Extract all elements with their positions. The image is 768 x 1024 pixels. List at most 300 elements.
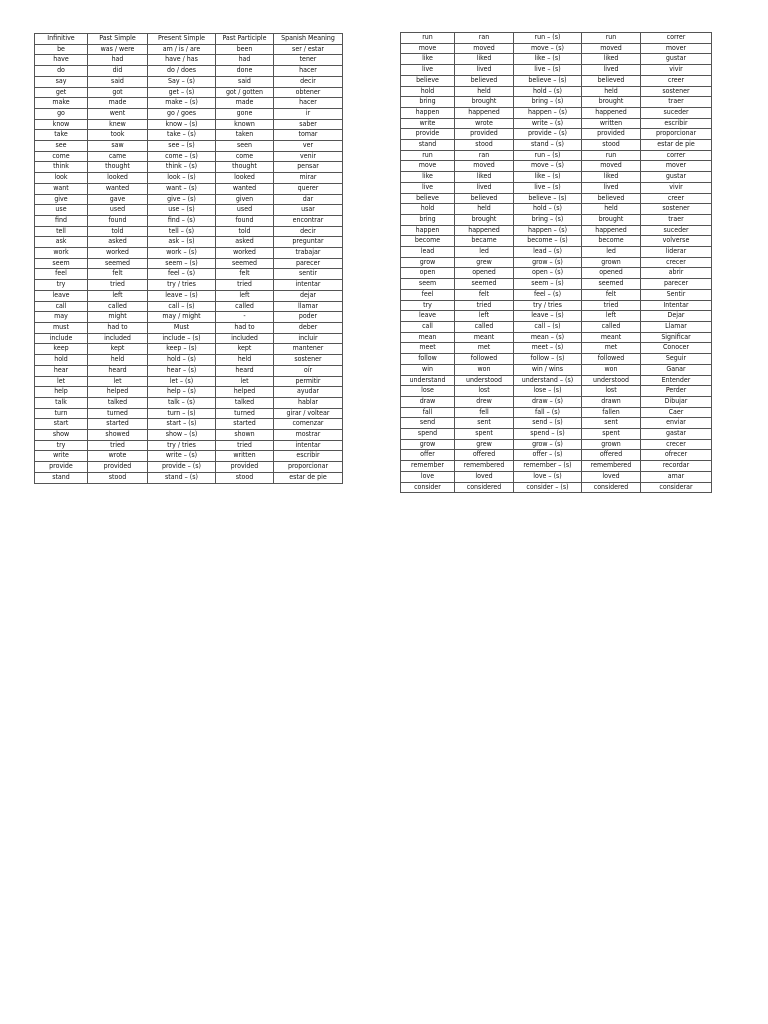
present-simple-cell: know – (s) bbox=[148, 119, 216, 130]
past-participle-cell: shown bbox=[216, 430, 274, 441]
present-simple-cell: live – (s) bbox=[514, 182, 582, 193]
spanish-meaning-cell: crecer bbox=[641, 439, 712, 450]
past-participle-cell: won bbox=[582, 364, 641, 375]
infinitive-cell: live bbox=[401, 182, 455, 193]
past-participle-cell: called bbox=[216, 301, 274, 312]
past-simple-cell: remembered bbox=[455, 461, 514, 472]
present-simple-cell: hold – (s) bbox=[514, 204, 582, 215]
spanish-meaning-cell: gastar bbox=[641, 429, 712, 440]
past-simple-cell: gave bbox=[88, 194, 148, 205]
infinitive-cell: write bbox=[35, 451, 88, 462]
past-simple-cell: wrote bbox=[88, 451, 148, 462]
spanish-meaning-cell: parecer bbox=[641, 279, 712, 290]
table-row bbox=[35, 237, 343, 248]
present-simple-cell: Must bbox=[148, 322, 216, 333]
past-simple-cell: provided bbox=[88, 462, 148, 473]
table-row bbox=[401, 439, 712, 450]
table-row bbox=[401, 129, 712, 140]
infinitive-cell: start bbox=[35, 419, 88, 430]
present-simple-cell: hold – (s) bbox=[148, 355, 216, 366]
present-simple-cell: write – (s) bbox=[148, 451, 216, 462]
spanish-meaning-cell: ver bbox=[274, 141, 343, 152]
table-row bbox=[401, 332, 712, 343]
spanish-meaning-cell: ser / estar bbox=[274, 44, 343, 55]
present-simple-cell: find – (s) bbox=[148, 215, 216, 226]
present-simple-cell: feel – (s) bbox=[148, 269, 216, 280]
table-row bbox=[35, 119, 343, 130]
present-simple-cell: draw – (s) bbox=[514, 396, 582, 407]
past-participle-cell: run bbox=[582, 150, 641, 161]
spanish-meaning-cell: incluir bbox=[274, 333, 343, 344]
infinitive-cell: write bbox=[401, 118, 455, 129]
past-participle-cell: felt bbox=[582, 289, 641, 300]
infinitive-cell: win bbox=[401, 364, 455, 375]
infinitive-cell: try bbox=[401, 300, 455, 311]
present-simple-cell: try / tries bbox=[514, 300, 582, 311]
past-simple-cell: ran bbox=[455, 33, 514, 44]
spanish-meaning-cell: encontrar bbox=[274, 215, 343, 226]
past-participle-cell: tried bbox=[216, 440, 274, 451]
present-simple-cell: bring – (s) bbox=[514, 97, 582, 108]
past-participle-cell: moved bbox=[582, 43, 641, 54]
present-simple-cell: send – (s) bbox=[514, 418, 582, 429]
infinitive-cell: find bbox=[35, 215, 88, 226]
table-row bbox=[401, 118, 712, 129]
past-participle-cell: made bbox=[216, 98, 274, 109]
present-simple-cell: run – (s) bbox=[514, 33, 582, 44]
past-participle-cell: told bbox=[216, 226, 274, 237]
table-row bbox=[35, 344, 343, 355]
past-participle-cell: lost bbox=[582, 386, 641, 397]
past-simple-cell: believed bbox=[455, 75, 514, 86]
infinitive-cell: hold bbox=[401, 86, 455, 97]
table-row bbox=[401, 279, 712, 290]
table-row bbox=[401, 407, 712, 418]
past-participle-cell: run bbox=[582, 33, 641, 44]
spanish-meaning-cell: intentar bbox=[274, 440, 343, 451]
present-simple-cell: lose – (s) bbox=[514, 386, 582, 397]
present-simple-cell: seem – (s) bbox=[514, 279, 582, 290]
present-simple-cell: happen – (s) bbox=[514, 107, 582, 118]
present-simple-cell: open – (s) bbox=[514, 268, 582, 279]
infinitive-cell: leave bbox=[401, 311, 455, 322]
past-participle-cell: fallen bbox=[582, 407, 641, 418]
past-simple-cell: tried bbox=[455, 300, 514, 311]
present-simple-cell: ask – (s) bbox=[148, 237, 216, 248]
present-simple-cell: look – (s) bbox=[148, 173, 216, 184]
spanish-meaning-cell: gustar bbox=[641, 172, 712, 183]
past-participle-cell: given bbox=[216, 194, 274, 205]
past-participle-cell: included bbox=[216, 333, 274, 344]
infinitive-cell: let bbox=[35, 376, 88, 387]
past-simple-cell: grew bbox=[455, 257, 514, 268]
present-simple-cell: tell – (s) bbox=[148, 226, 216, 237]
spanish-meaning-cell: considerar bbox=[641, 482, 712, 493]
infinitive-cell: do bbox=[35, 66, 88, 77]
infinitive-cell: think bbox=[35, 162, 88, 173]
table-row bbox=[35, 451, 343, 462]
infinitive-cell: tell bbox=[35, 226, 88, 237]
past-simple-cell: tried bbox=[88, 440, 148, 451]
past-simple-cell: brought bbox=[455, 97, 514, 108]
table-row bbox=[401, 364, 712, 375]
infinitive-cell: send bbox=[401, 418, 455, 429]
past-simple-cell: knew bbox=[88, 119, 148, 130]
past-participle-cell: let bbox=[216, 376, 274, 387]
table-row bbox=[401, 150, 712, 161]
infinitive-cell: like bbox=[401, 54, 455, 65]
past-participle-cell: liked bbox=[582, 54, 641, 65]
table-row bbox=[401, 257, 712, 268]
spanish-meaning-cell: Seguir bbox=[641, 354, 712, 365]
spanish-meaning-cell: crecer bbox=[641, 257, 712, 268]
present-simple-cell: write – (s) bbox=[514, 118, 582, 129]
past-simple-cell: considered bbox=[455, 482, 514, 493]
past-participle-cell: held bbox=[582, 204, 641, 215]
spanish-meaning-cell: deber bbox=[274, 322, 343, 333]
table-row bbox=[35, 151, 343, 162]
past-simple-cell: used bbox=[88, 205, 148, 216]
spanish-meaning-cell: vivir bbox=[641, 182, 712, 193]
present-simple-cell: do / does bbox=[148, 66, 216, 77]
table-row bbox=[35, 76, 343, 87]
past-simple-cell: let bbox=[88, 376, 148, 387]
spanish-meaning-cell: decir bbox=[274, 76, 343, 87]
present-simple-cell: am / is / are bbox=[148, 44, 216, 55]
past-simple-cell: called bbox=[88, 301, 148, 312]
present-simple-cell: provide – (s) bbox=[148, 462, 216, 473]
present-simple-cell: seem – (s) bbox=[148, 258, 216, 269]
spanish-meaning-cell: escribir bbox=[641, 118, 712, 129]
present-simple-cell: believe – (s) bbox=[514, 75, 582, 86]
spanish-meaning-cell: sostener bbox=[641, 204, 712, 215]
past-participle-cell: found bbox=[216, 215, 274, 226]
past-participle-cell: held bbox=[216, 355, 274, 366]
past-participle-cell: worked bbox=[216, 248, 274, 259]
spanish-meaning-cell: mostrar bbox=[274, 430, 343, 441]
table-row bbox=[401, 204, 712, 215]
table-row bbox=[401, 354, 712, 365]
past-participle-cell: been bbox=[216, 44, 274, 55]
past-simple-cell: lived bbox=[455, 65, 514, 76]
past-simple-cell: had bbox=[88, 55, 148, 66]
spanish-meaning-cell: estar de pie bbox=[274, 472, 343, 483]
infinitive-cell: fall bbox=[401, 407, 455, 418]
spanish-meaning-cell: estar de pie bbox=[641, 140, 712, 151]
infinitive-cell: see bbox=[35, 141, 88, 152]
past-simple-cell: held bbox=[455, 204, 514, 215]
spanish-meaning-cell: amar bbox=[641, 471, 712, 482]
infinitive-cell: open bbox=[401, 268, 455, 279]
past-participle-cell: drawn bbox=[582, 396, 641, 407]
table-header-row bbox=[35, 34, 343, 45]
past-participle-cell: looked bbox=[216, 173, 274, 184]
infinitive-cell: work bbox=[35, 248, 88, 259]
past-simple-cell: loved bbox=[455, 471, 514, 482]
spanish-meaning-cell: hacer bbox=[274, 98, 343, 109]
past-participle-cell: opened bbox=[582, 268, 641, 279]
past-simple-cell: went bbox=[88, 108, 148, 119]
past-simple-cell: won bbox=[455, 364, 514, 375]
infinitive-cell: meet bbox=[401, 343, 455, 354]
infinitive-cell: run bbox=[401, 150, 455, 161]
table-row bbox=[35, 312, 343, 323]
present-simple-cell: give – (s) bbox=[148, 194, 216, 205]
table-row bbox=[401, 33, 712, 44]
present-simple-cell: understand – (s) bbox=[514, 375, 582, 386]
past-participle-cell: had to bbox=[216, 322, 274, 333]
past-participle-cell: got / gotten bbox=[216, 87, 274, 98]
table-row bbox=[35, 301, 343, 312]
table-row bbox=[35, 440, 343, 451]
past-participle-cell: kept bbox=[216, 344, 274, 355]
table-row bbox=[401, 429, 712, 440]
past-participle-cell: seemed bbox=[582, 279, 641, 290]
spanish-meaning-cell: creer bbox=[641, 75, 712, 86]
past-simple-cell: liked bbox=[455, 172, 514, 183]
present-simple-cell: start – (s) bbox=[148, 419, 216, 430]
past-participle-cell: turned bbox=[216, 408, 274, 419]
past-participle-cell: provided bbox=[582, 129, 641, 140]
present-simple-cell: bring – (s) bbox=[514, 214, 582, 225]
spanish-meaning-cell: recordar bbox=[641, 461, 712, 472]
infinitive-cell: hold bbox=[401, 204, 455, 215]
infinitive-cell: have bbox=[35, 55, 88, 66]
past-participle-cell: grown bbox=[582, 439, 641, 450]
spanish-meaning-cell: Significar bbox=[641, 332, 712, 343]
infinitive-cell: know bbox=[35, 119, 88, 130]
past-participle-cell: heard bbox=[216, 365, 274, 376]
infinitive-cell: feel bbox=[401, 289, 455, 300]
spanish-meaning-cell: creer bbox=[641, 193, 712, 204]
spanish-meaning-cell: mover bbox=[641, 161, 712, 172]
spanish-meaning-cell: parecer bbox=[274, 258, 343, 269]
header-past-simple: Past Simple bbox=[88, 34, 148, 45]
header-infinitive: Infinitive bbox=[35, 34, 88, 45]
past-simple-cell: wrote bbox=[455, 118, 514, 129]
spanish-meaning-cell: Llamar bbox=[641, 321, 712, 332]
infinitive-cell: provide bbox=[35, 462, 88, 473]
infinitive-cell: draw bbox=[401, 396, 455, 407]
spanish-meaning-cell: sentir bbox=[274, 269, 343, 280]
past-simple-cell: ran bbox=[455, 150, 514, 161]
spanish-meaning-cell: mantener bbox=[274, 344, 343, 355]
table-row bbox=[401, 247, 712, 258]
present-simple-cell: Say – (s) bbox=[148, 76, 216, 87]
infinitive-cell: believe bbox=[401, 193, 455, 204]
present-simple-cell: like – (s) bbox=[514, 172, 582, 183]
table-row bbox=[401, 54, 712, 65]
past-participle-cell: led bbox=[582, 247, 641, 258]
present-simple-cell: mean – (s) bbox=[514, 332, 582, 343]
table-row bbox=[401, 471, 712, 482]
past-simple-cell: might bbox=[88, 312, 148, 323]
verb-table-right bbox=[400, 32, 712, 493]
spanish-meaning-cell: tener bbox=[274, 55, 343, 66]
past-participle-cell: brought bbox=[582, 97, 641, 108]
past-participle-cell: grown bbox=[582, 257, 641, 268]
spanish-meaning-cell: traer bbox=[641, 214, 712, 225]
spanish-meaning-cell: correr bbox=[641, 150, 712, 161]
past-participle-cell: tried bbox=[216, 280, 274, 291]
present-simple-cell: grow – (s) bbox=[514, 439, 582, 450]
spanish-meaning-cell: hablar bbox=[274, 397, 343, 408]
spanish-meaning-cell: pensar bbox=[274, 162, 343, 173]
table-row bbox=[35, 98, 343, 109]
infinitive-cell: become bbox=[401, 236, 455, 247]
present-simple-cell: provide – (s) bbox=[514, 129, 582, 140]
past-participle-cell: had bbox=[216, 55, 274, 66]
past-participle-cell: lived bbox=[582, 65, 641, 76]
infinitive-cell: turn bbox=[35, 408, 88, 419]
past-participle-cell: stood bbox=[216, 472, 274, 483]
table-row bbox=[401, 450, 712, 461]
table-row bbox=[401, 461, 712, 472]
spanish-meaning-cell: oír bbox=[274, 365, 343, 376]
past-participle-cell: wanted bbox=[216, 183, 274, 194]
present-simple-cell: turn – (s) bbox=[148, 408, 216, 419]
past-participle-cell: become bbox=[582, 236, 641, 247]
spanish-meaning-cell: escribir bbox=[274, 451, 343, 462]
present-simple-cell: help – (s) bbox=[148, 387, 216, 398]
table-row bbox=[401, 172, 712, 183]
table-row bbox=[35, 269, 343, 280]
past-participle-cell: said bbox=[216, 76, 274, 87]
past-participle-cell: used bbox=[216, 205, 274, 216]
spanish-meaning-cell: decir bbox=[274, 226, 343, 237]
infinitive-cell: talk bbox=[35, 397, 88, 408]
table-row bbox=[35, 183, 343, 194]
infinitive-cell: leave bbox=[35, 290, 88, 301]
infinitive-cell: love bbox=[401, 471, 455, 482]
spanish-meaning-cell: usar bbox=[274, 205, 343, 216]
past-simple-cell: opened bbox=[455, 268, 514, 279]
present-simple-cell: stand – (s) bbox=[148, 472, 216, 483]
past-simple-cell: grew bbox=[455, 439, 514, 450]
spanish-meaning-cell: sostener bbox=[641, 86, 712, 97]
past-participle-cell: taken bbox=[216, 130, 274, 141]
past-participle-cell: called bbox=[582, 321, 641, 332]
infinitive-cell: take bbox=[35, 130, 88, 141]
past-participle-cell: brought bbox=[582, 214, 641, 225]
spanish-meaning-cell: sostener bbox=[274, 355, 343, 366]
past-simple-cell: made bbox=[88, 98, 148, 109]
infinitive-cell: call bbox=[35, 301, 88, 312]
spanish-meaning-cell: proporcionar bbox=[641, 129, 712, 140]
past-simple-cell: told bbox=[88, 226, 148, 237]
present-simple-cell: hold – (s) bbox=[514, 86, 582, 97]
table-row bbox=[401, 97, 712, 108]
past-simple-cell: said bbox=[88, 76, 148, 87]
spanish-meaning-cell: gustar bbox=[641, 54, 712, 65]
present-simple-cell: move – (s) bbox=[514, 161, 582, 172]
table-row bbox=[35, 141, 343, 152]
past-simple-cell: stood bbox=[88, 472, 148, 483]
header-spanish-meaning: Spanish Meaning bbox=[274, 34, 343, 45]
infinitive-cell: lead bbox=[401, 247, 455, 258]
infinitive-cell: understand bbox=[401, 375, 455, 386]
spanish-meaning-cell: hacer bbox=[274, 66, 343, 77]
infinitive-cell: happen bbox=[401, 225, 455, 236]
spanish-meaning-cell: trabajar bbox=[274, 248, 343, 259]
past-simple-cell: followed bbox=[455, 354, 514, 365]
spanish-meaning-cell: Entender bbox=[641, 375, 712, 386]
past-simple-cell: looked bbox=[88, 173, 148, 184]
spanish-meaning-cell: preguntar bbox=[274, 237, 343, 248]
past-participle-cell: seemed bbox=[216, 258, 274, 269]
past-simple-cell: happened bbox=[455, 225, 514, 236]
infinitive-cell: say bbox=[35, 76, 88, 87]
infinitive-cell: follow bbox=[401, 354, 455, 365]
past-simple-cell: brought bbox=[455, 214, 514, 225]
past-simple-cell: lived bbox=[455, 182, 514, 193]
past-participle-cell: left bbox=[216, 290, 274, 301]
present-simple-cell: follow – (s) bbox=[514, 354, 582, 365]
past-simple-cell: met bbox=[455, 343, 514, 354]
infinitive-cell: stand bbox=[401, 140, 455, 151]
past-participle-cell: - bbox=[216, 312, 274, 323]
spanish-meaning-cell: suceder bbox=[641, 225, 712, 236]
infinitive-cell: believe bbox=[401, 75, 455, 86]
spanish-meaning-cell: vivir bbox=[641, 65, 712, 76]
infinitive-cell: show bbox=[35, 430, 88, 441]
spanish-meaning-cell: suceder bbox=[641, 107, 712, 118]
header-present-simple: Present Simple bbox=[148, 34, 216, 45]
past-simple-cell: saw bbox=[88, 141, 148, 152]
infinitive-cell: try bbox=[35, 440, 88, 451]
table-row bbox=[401, 300, 712, 311]
past-participle-cell: seen bbox=[216, 141, 274, 152]
past-simple-cell: wanted bbox=[88, 183, 148, 194]
infinitive-cell: hear bbox=[35, 365, 88, 376]
table-row bbox=[401, 161, 712, 172]
infinitive-cell: go bbox=[35, 108, 88, 119]
spanish-meaning-cell: venir bbox=[274, 151, 343, 162]
infinitive-cell: give bbox=[35, 194, 88, 205]
present-simple-cell: leave – (s) bbox=[148, 290, 216, 301]
past-simple-cell: had to bbox=[88, 322, 148, 333]
infinitive-cell: seem bbox=[35, 258, 88, 269]
infinitive-cell: grow bbox=[401, 439, 455, 450]
past-simple-cell: did bbox=[88, 66, 148, 77]
past-simple-cell: drew bbox=[455, 396, 514, 407]
table-row bbox=[35, 66, 343, 77]
present-simple-cell: work – (s) bbox=[148, 248, 216, 259]
spanish-meaning-cell: Caer bbox=[641, 407, 712, 418]
present-simple-cell: try / tries bbox=[148, 440, 216, 451]
past-simple-cell: kept bbox=[88, 344, 148, 355]
present-simple-cell: stand – (s) bbox=[514, 140, 582, 151]
table-row bbox=[35, 280, 343, 291]
table-row bbox=[401, 65, 712, 76]
past-participle-cell: held bbox=[582, 86, 641, 97]
table-row bbox=[35, 430, 343, 441]
past-simple-cell: helped bbox=[88, 387, 148, 398]
present-simple-cell: win / wins bbox=[514, 364, 582, 375]
present-simple-cell: take – (s) bbox=[148, 130, 216, 141]
past-simple-cell: started bbox=[88, 419, 148, 430]
table-row bbox=[401, 140, 712, 151]
present-simple-cell: see – (s) bbox=[148, 141, 216, 152]
spanish-meaning-cell: Perder bbox=[641, 386, 712, 397]
table-row bbox=[35, 248, 343, 259]
table-row bbox=[35, 365, 343, 376]
past-participle-cell: come bbox=[216, 151, 274, 162]
present-simple-cell: let – (s) bbox=[148, 376, 216, 387]
past-simple-cell: talked bbox=[88, 397, 148, 408]
spanish-meaning-cell: Intentar bbox=[641, 300, 712, 311]
present-simple-cell: meet – (s) bbox=[514, 343, 582, 354]
